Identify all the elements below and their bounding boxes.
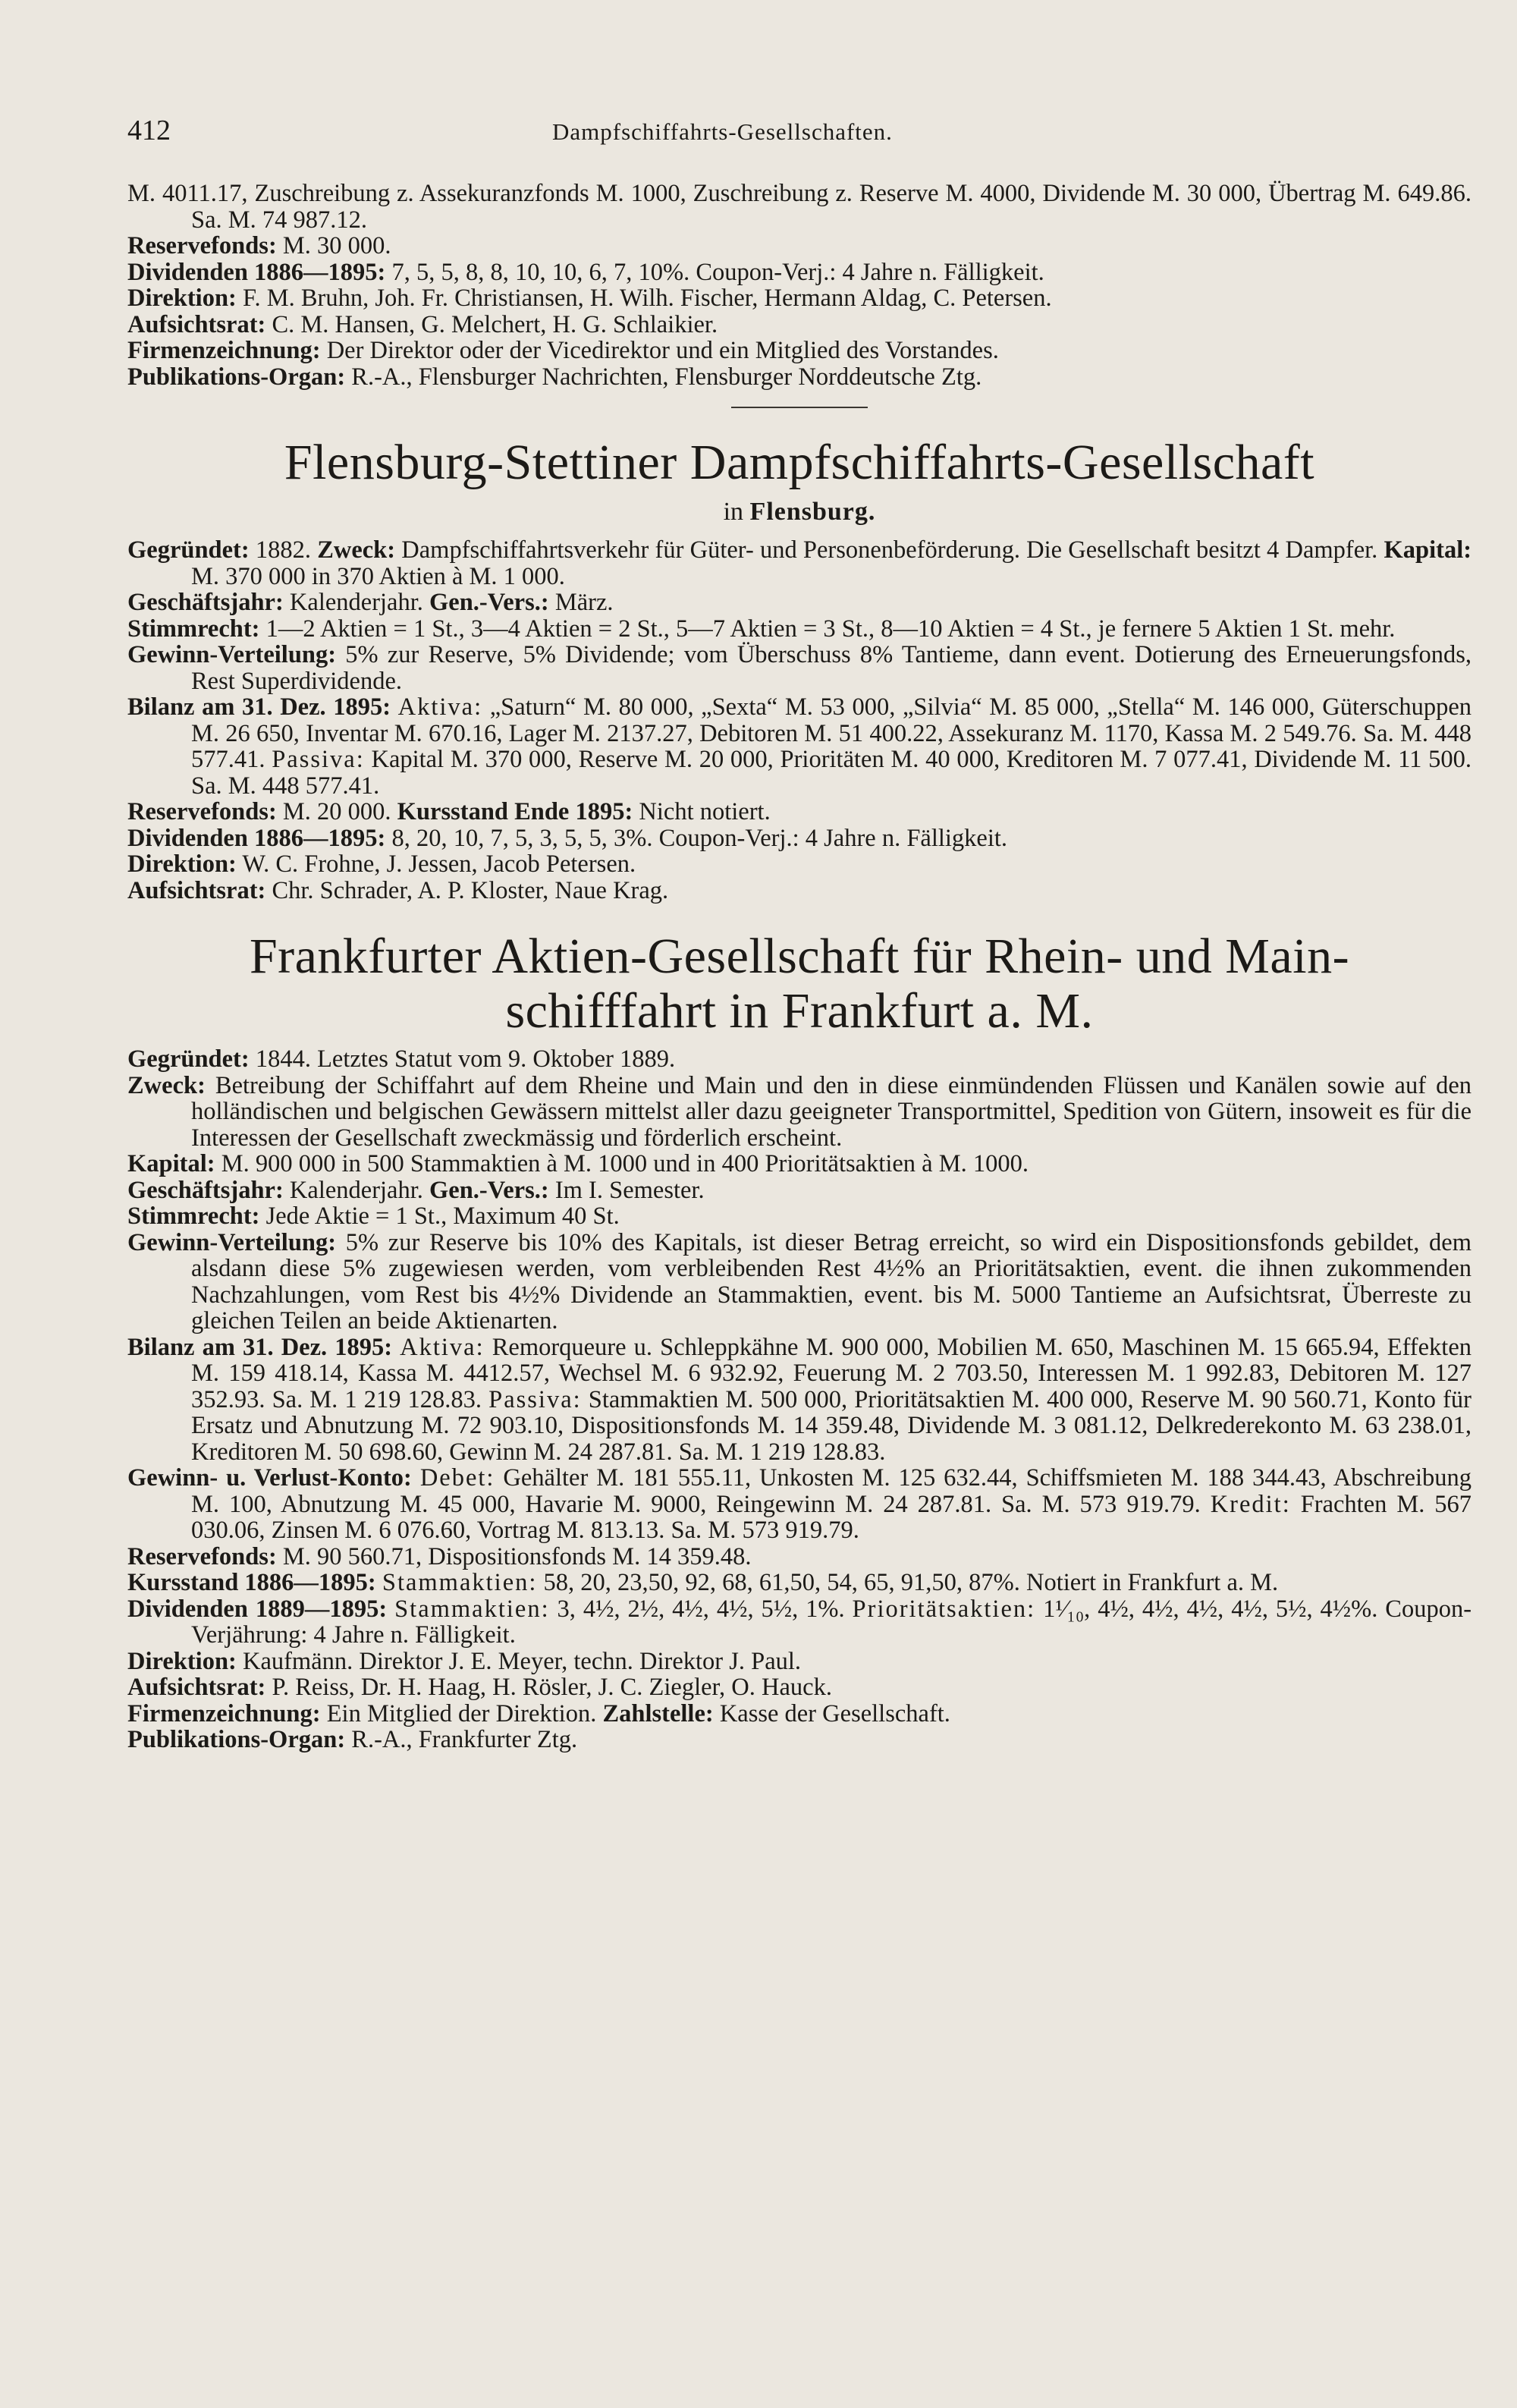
capital-line: Kapital: M. 900 000 in 500 Stammaktien à M. 1000 und in 400 Prioritätsaktien à M. 1000. [127, 1150, 1029, 1177]
section-gap [127, 904, 1471, 929]
founded-line: Gegründet: 1882. Zweck: Dampfschiffahrtsverkehr für Güter- und Personenbeförderung. Die Gesellschaft besitzt 4 Dampfer. Kapital: M. 370 000 in 370 Aktien à M. 1 000. [127, 536, 1472, 590]
profit-loss-account: Gewinn- u. Verlust-Konto: Debet: Gehälter M. 181 555.11, Unkosten M. 125 632.44, Schiffsmieten M. 188 344.43, Abschreibung M. 100, Abnutzung M. 45 000, Havarie M. 9000, Reingewinn M. 24 287.81. Sa. M. 573 919.79. Kredit: Frachten M. 567 030.06, Zinsen M. 6 076.60, Vortrag M. 813.13. Sa. M. 573 919.79. [127, 1464, 1472, 1544]
running-head [127, 114, 1471, 147]
profit-distribution-line: Gewinn-Verteilung: 5% zur Reserve bis 10% des Kapitals, ist dieser Betrag erreicht, so wird ein Dispositionsfonds gebildet, dem alsdann diese 5% zugewiesen werden, vom verbleibenden Rest 4½% an Prioritätsaktien, event. die ihnen zukommenden Nachzahlungen, vom Rest bis 4½% Dividende an Stammaktien, event. bis M. 5000 Tantieme an Aufsichtsrat, Überreste zu gleichen Teilen an beide Aktienarten. [127, 1228, 1471, 1334]
balance-sheet: Bilanz am 31. Dez. 1895: Aktiva: „Saturn“ M. 80 000, „Sexta“ M. 53 000, „Silvia“ M. 85 000, „Stella“ M. 146 000, Güterschuppen M. 26 650, Inventar M. 670.16, Lager M. 2137.27, Debitoren M. 51 400.22, Assekuranz M. 1170, Kassa M. 2 549.76. Sa. M. 448 577.41. Passiva: Kapital M. 370 000, Reserve M. 20 000, Prioritäten M. 40 000, Kreditoren M. 7 077.41, Dividende M. 11 500. Sa. M. 448 577.41. [127, 693, 1472, 800]
board-line: Direktion: Kaufmänn. Direktor J. E. Meyer, techn. Direktor J. Paul. [127, 1647, 802, 1675]
purpose-line: Zweck: Betreibung der Schiffahrt auf dem Rheine und Main und den in diese einmündenden Flüssen und Kanälen sowie auf den holländischen und belgischen Gewässern mittelst aller dazu geeigneter Transportmittel, Spedition von Gütern, insoweit es für die Interessen der Gesellschaft zweckmässig und förderlich erscheint. [127, 1071, 1471, 1152]
supervisory-line: Aufsichtsrat: C. M. Hansen, G. Melchert, H. G. Schlaikier. [127, 310, 718, 338]
company-title-flensburg: Flensburg-Stettiner Dampfschiffahrts-Gesellschaft [284, 435, 1315, 490]
dividends-line: Dividenden 1886—1895: 7, 5, 5, 8, 8, 10, 10, 6, 7, 10%. Coupon-Verj.: 4 Jahre n. Fälligkeit. [127, 258, 1044, 286]
frankfurt-entry [127, 1046, 1471, 1753]
company-title-frankfurt-line1: Frankfurter Aktien-Gesellschaft für Rhein- und Main- [249, 929, 1350, 984]
reserve-line: Reservefonds: M. 90 560.71, Dispositionsfonds M. 14 359.48. [127, 1542, 752, 1570]
balance-continuation: M. 4011.17, Zuschreibung z. Assekuranzfonds M. 1000, Zuschreibung z. Reserve M. 4000, Dividende M. 30 000, Übertrag M. 649.86. Sa. M. 74 987.12. [127, 180, 1471, 234]
page-number: 412 [127, 115, 171, 146]
company-title-frankfurt-line2: schifffahrt in Frankfurt a. M. [505, 983, 1094, 1039]
balance-sheet: Bilanz am 31. Dez. 1895: Aktiva: Remorqueure u. Schleppkähne M. 900 000, Mobilien M. 650, Maschinen M. 15 665.94, Effekten M. 159 418.14, Kassa M. 4412.57, Wechsel M. 6 932.92, Feuerung M. 2 703.50, Interessen M. 1 992.83, Debitoren M. 127 352.93. Sa. M. 1 219 128.83. Passiva: Stammaktien M. 500 000, Prioritätsaktien M. 400 000, Reserve M. 90 560.71, Konto für Ersatz und Abnutzung M. 72 903.10, Dispositionsfonds M. 14 359.48, Dividende M. 3 081.12, Delkrederekonto M. 63 238.01, Kreditoren M. 50 698.60, Gewinn M. 24 287.81. Sa. M. 1 219 128.83. [127, 1333, 1472, 1466]
signature-line: Firmenzeichnung: Ein Mitglied der Direktion. Zahlstelle: Kasse der Gesellschaft. [127, 1699, 950, 1727]
company-location: in Flensburg. [723, 498, 876, 526]
share-price-line: Kursstand 1886—1895: Stammaktien: 58, 20, 23,50, 92, 68, 61,50, 54, 65, 91,50, 87%. Notiert in Frankfurt a. M. [127, 1569, 1279, 1596]
founded-line: Gegründet: 1844. Letztes Statut vom 9. Oktober 1889. [127, 1045, 676, 1073]
voting-rights-line: Stimmrecht: Jede Aktie = 1 St., Maximum 40 St. [127, 1202, 620, 1230]
reserve-line: Reservefonds: M. 30 000. [127, 232, 391, 259]
reserve-line: Reservefonds: M. 20 000. Kursstand Ende 1895: Nicht notiert. [127, 798, 771, 825]
profit-distribution-line: Gewinn-Verteilung: 5% zur Reserve, 5% Dividende; vom Überschuss 8% Tantieme, dann event. Dotierung des Erneuerungsfonds, Rest Superdividende. [127, 641, 1472, 695]
section-divider [731, 407, 868, 408]
previous-entry [127, 181, 1471, 390]
publication-line: Publikations-Organ: R.-A., Frankfurter Ztg. [127, 1726, 578, 1753]
supervisory-line: Aufsichtsrat: P. Reiss, Dr. H. Haag, H. Rösler, J. C. Ziegler, O. Hauck. [127, 1674, 832, 1701]
voting-rights-line: Stimmrecht: 1—2 Aktien = 1 St., 3—4 Aktien = 2 St., 5—7 Aktien = 3 St., 8—10 Aktien = 4 St., je fernere 5 Aktien 1 St. mehr. [127, 615, 1396, 643]
publication-line: Publikations-Organ: R.-A., Flensburger Nachrichten, Flensburger Norddeutsche Ztg. [127, 363, 982, 391]
fiscal-year-line: Geschäftsjahr: Kalenderjahr. Gen.-Vers.: März. [127, 589, 614, 616]
running-title: Dampfschiffahrts-Gesellschaften. [552, 118, 893, 145]
board-line: Direktion: W. C. Frohne, J. Jessen, Jacob Petersen. [127, 850, 636, 878]
flensburg-entry [127, 537, 1471, 904]
dividends-line: Dividenden 1886—1895: 8, 20, 10, 7, 5, 3, 5, 5, 3%. Coupon-Verj.: 4 Jahre n. Fälligkeit. [127, 824, 1008, 852]
board-line: Direktion: F. M. Bruhn, Joh. Fr. Christiansen, H. Wilh. Fischer, Hermann Aldag, C. Petersen. [127, 284, 1052, 312]
signature-line: Firmenzeichnung: Der Direktor oder der Vicedirektor und ein Mitglied des Vorstandes. [127, 337, 999, 364]
supervisory-line: Aufsichtsrat: Chr. Schrader, A. P. Kloster, Naue Krag. [127, 876, 669, 904]
fiscal-year-line: Geschäftsjahr: Kalenderjahr. Gen.-Vers.: Im I. Semester. [127, 1176, 705, 1204]
dividends-line: Dividenden 1889—1895: Stammaktien: 3, 4½, 2½, 4½, 4½, 5½, 1%. Prioritätsaktien: 1¹⁄₁₀, 4½, 4½, 4½, 4½, 5½, 4½%. Coupon-Verjährung: 4 Jahre n. Fälligkeit. [127, 1595, 1472, 1649]
